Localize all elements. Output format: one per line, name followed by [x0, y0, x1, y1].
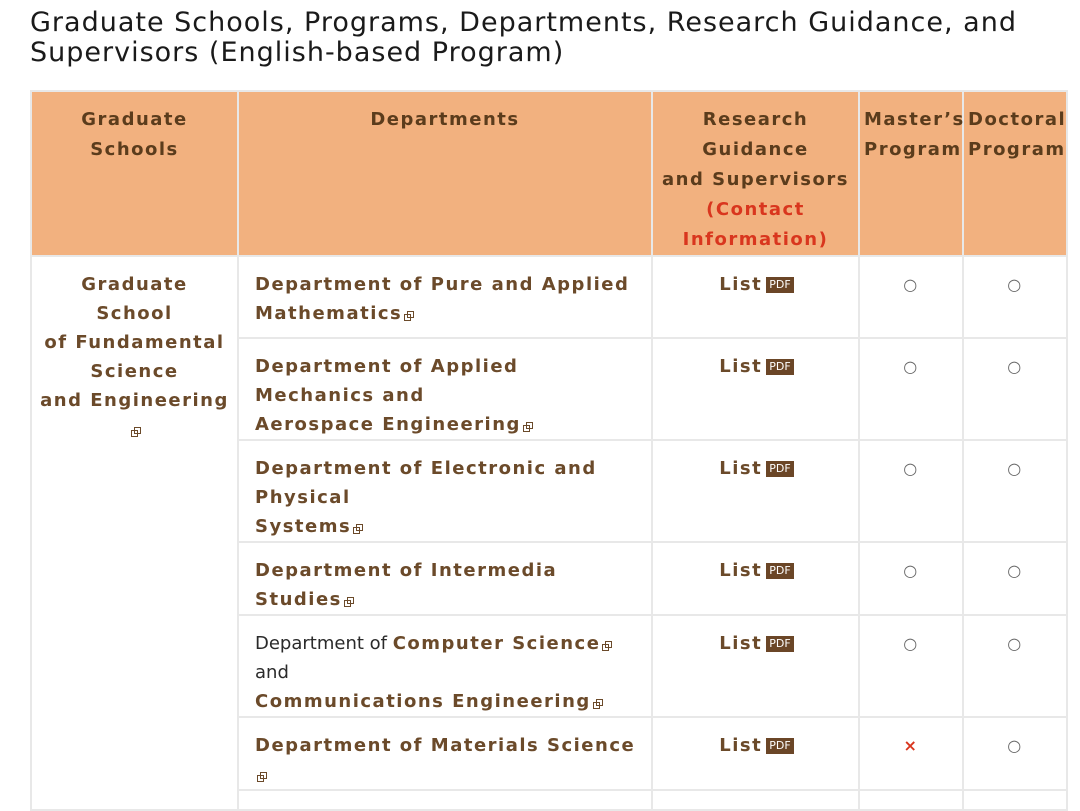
- external-link-icon: [523, 422, 532, 431]
- department-link-electronic-physical-systems[interactable]: Department of Electronic and Physical Systems: [255, 458, 597, 537]
- masters-cell: [859, 717, 963, 790]
- department-cell: [238, 440, 652, 542]
- doctoral-cell: [963, 717, 1067, 790]
- external-link-icon: [257, 772, 266, 781]
- school-link-fundamental-science-engineering[interactable]: Graduate School of Fundamental Science and Engineering: [40, 274, 229, 440]
- title-line-2: Supervisors (English-based Program): [30, 37, 565, 68]
- doctoral-cell: [963, 256, 1067, 338]
- department-prefix: Department of: [255, 633, 393, 654]
- list-pdf-link[interactable]: List PDF: [719, 560, 793, 581]
- doctoral-cell: [963, 615, 1067, 717]
- doctoral-cell: [963, 542, 1067, 615]
- title-line-1: Graduate Schools, Programs, Departments, Research Guidance, and: [30, 7, 1017, 38]
- masters-cell: [859, 256, 963, 338]
- external-link-icon: [593, 699, 602, 708]
- available-mark: ○: [1007, 459, 1023, 478]
- available-mark: ○: [1007, 275, 1023, 294]
- doctoral-cell: [963, 790, 1067, 810]
- not-available-mark: ×: [903, 736, 919, 755]
- department-cell: [238, 338, 652, 440]
- header-doctoral-program: Doctoral Program: [963, 91, 1067, 256]
- masters-cell: [859, 542, 963, 615]
- department-cell: [238, 256, 652, 338]
- list-pdf-link[interactable]: List PDF: [719, 274, 793, 295]
- department-link-applied-mechanics-aerospace[interactable]: Department of Applied Mechanics and Aerospace Engineering: [255, 356, 532, 435]
- list-cell: [652, 717, 859, 790]
- available-mark: ○: [1007, 736, 1023, 755]
- pdf-icon: PDF: [766, 636, 793, 652]
- pdf-icon: PDF: [766, 359, 793, 375]
- header-research-guidance: Research Guidance and Supervisors (Contact Information): [652, 91, 859, 256]
- list-cell: [652, 256, 859, 338]
- available-mark: ○: [903, 634, 919, 653]
- list-cell: [652, 542, 859, 615]
- list-pdf-link[interactable]: List PDF: [719, 735, 793, 756]
- department-cell: [238, 615, 652, 717]
- list-cell: [652, 790, 859, 810]
- table-header-row: [31, 91, 1067, 256]
- list-pdf-link[interactable]: List PDF: [719, 633, 793, 654]
- department-conjunction: and: [255, 662, 289, 683]
- external-link-icon: [353, 524, 362, 533]
- school-cell: [31, 256, 238, 810]
- list-cell: [652, 615, 859, 717]
- external-link-icon: [131, 427, 140, 436]
- pdf-icon: PDF: [766, 563, 793, 579]
- list-pdf-link[interactable]: List PDF: [719, 458, 793, 479]
- available-mark: ○: [1007, 561, 1023, 580]
- available-mark: ○: [1007, 357, 1023, 376]
- department-link-communications-engineering[interactable]: Communications Engineering: [255, 691, 602, 712]
- pdf-icon: PDF: [766, 461, 793, 477]
- available-mark: ○: [903, 561, 919, 580]
- available-mark: ○: [903, 459, 919, 478]
- available-mark: ○: [903, 357, 919, 376]
- header-departments: Departments: [238, 91, 652, 256]
- department-cell: [238, 717, 652, 790]
- available-mark: ○: [903, 275, 919, 294]
- list-cell: [652, 440, 859, 542]
- programs-table: [30, 90, 1068, 811]
- contact-information-label: (Contact Information): [682, 199, 829, 250]
- doctoral-cell: [963, 338, 1067, 440]
- department-link-materials-science[interactable]: Department of Materials Science: [255, 735, 635, 785]
- external-link-icon: [602, 641, 611, 650]
- masters-cell: [859, 440, 963, 542]
- department-link-pure-applied-mathematics[interactable]: Department of Pure and Applied Mathematics: [255, 274, 630, 324]
- masters-cell: [859, 615, 963, 717]
- external-link-icon: [404, 311, 413, 320]
- department-link-intermedia-studies[interactable]: Department of Intermedia Studies: [255, 560, 558, 610]
- masters-cell: [859, 338, 963, 440]
- header-masters-program: Master’s Program: [859, 91, 963, 256]
- list-pdf-link[interactable]: List PDF: [719, 356, 793, 377]
- masters-cell: [859, 790, 963, 810]
- header-graduate-schools: Graduate Schools: [31, 91, 238, 256]
- external-link-icon: [344, 597, 353, 606]
- pdf-icon: PDF: [766, 277, 793, 293]
- pdf-icon: PDF: [766, 738, 793, 754]
- department-cell: [238, 542, 652, 615]
- table-row: [31, 256, 1067, 338]
- doctoral-cell: [963, 440, 1067, 542]
- list-cell: [652, 338, 859, 440]
- department-link-computer-science[interactable]: Computer Science: [393, 633, 612, 654]
- department-cell: [238, 790, 652, 810]
- page-title: [30, 8, 1030, 68]
- available-mark: ○: [1007, 634, 1023, 653]
